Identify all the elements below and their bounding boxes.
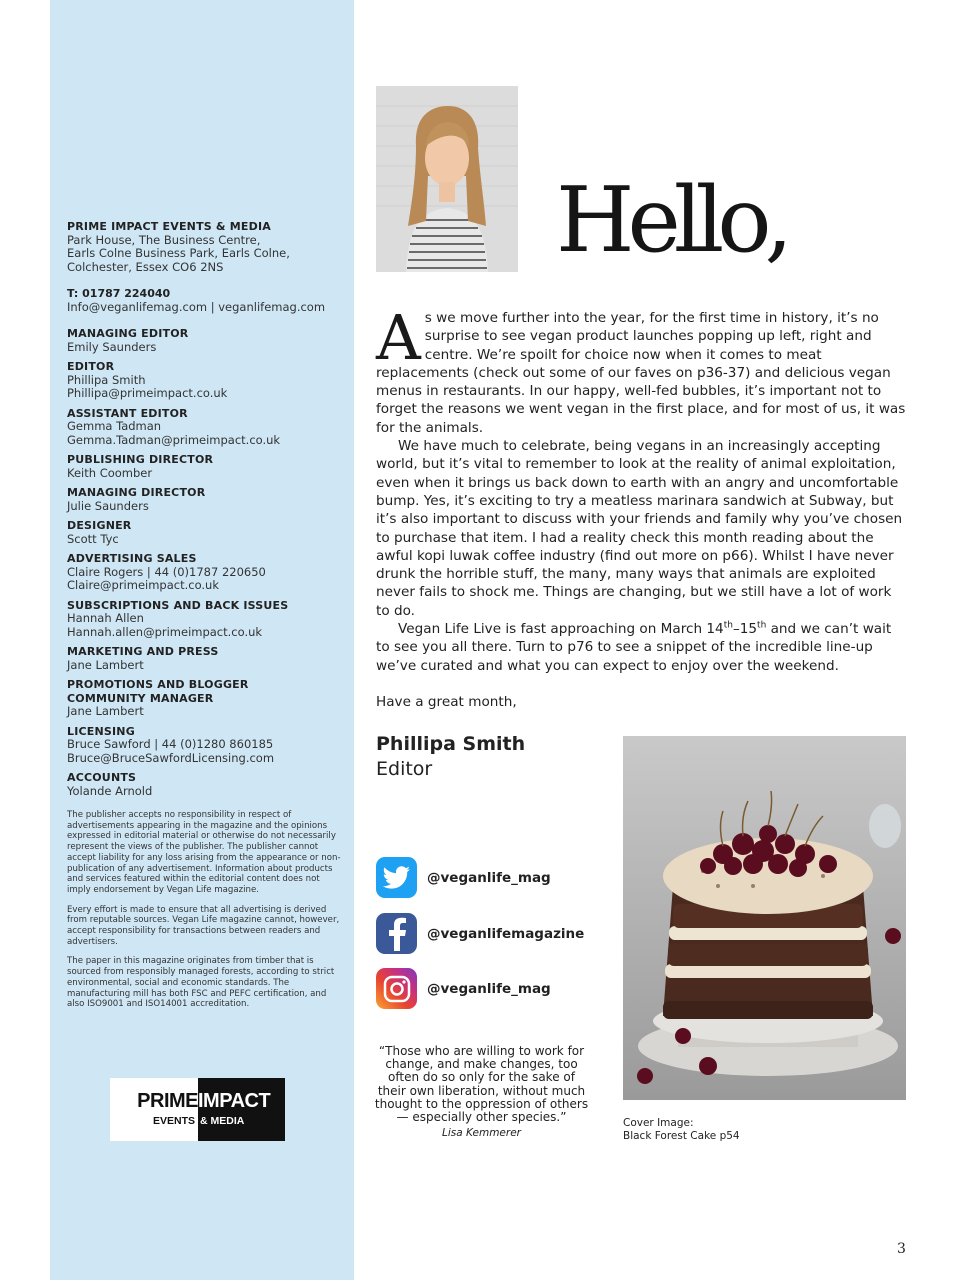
paragraph-text: s we move further into the year, for the first time in history, it’s no surprise to see vegan product launches popping up left, right and centre. We’re spoilt for choice now when it comes to meat replacements (check out some of our faves on p36-37) and delicious vegan menus in restaurants. In our happy, well-fed bubbles, it’s important not to forget the reasons we went vegan in the first place, and for most of us, it was for the animals. [376, 310, 906, 436]
page-number: 3 [897, 1241, 906, 1257]
drop-cap: A [376, 301, 421, 374]
page-heading: Hello, [556, 168, 787, 273]
role-title: DESIGNER [67, 519, 132, 532]
web-contact[interactable]: Info@veganlifemag.com | veganlifemag.com [67, 299, 326, 314]
phone-number: T: 01787 224040 [67, 287, 171, 300]
publisher-name: PRIME IMPACT EVENTS & MEDIA [67, 220, 271, 233]
role-title: PUBLISHING DIRECTOR [67, 453, 214, 466]
role-managing-director [67, 486, 342, 513]
logo-word-prime: PRIME [137, 1090, 198, 1112]
role-title: MARKETING AND PRESS [67, 645, 219, 658]
role-person: Phillipa Smith [67, 372, 146, 387]
address-line: Earls Colne Business Park, Earls Colne, [67, 246, 290, 260]
twitter-icon[interactable] [376, 857, 417, 898]
caption-text: Black Forest Cake p54 [623, 1130, 740, 1142]
article-paragraph: We have much to celebrate, being vegans in an increasingly accepting world, but it’s vital to remember to look at the reality of animal exploitation, even when it brings us back down to earth with an angry and uncomfortable bump. Yes, it’s exciting to try a meatless marinara sandwich at Subway, but it’s also important to discuss with your friends and family why you’ve chosen to purchase that item. I had a reality check this month reading about the awful kopi luwak coffee industry (find out more on p66). Whilst I have never drunk the horrible stuff, the many, many ways that animals are exploited never fails to shock me. Things are changing, but we still have a lot of work to do. [376, 438, 903, 619]
logo-word-media: & MEDIA [200, 1115, 245, 1127]
cover-image-caption [623, 1117, 740, 1143]
editor-name: Phillipa Smith [376, 733, 526, 755]
role-title: ACCOUNTS [67, 771, 137, 784]
role-person: Gemma Tadman [67, 419, 162, 433]
quote-author: Lisa Kemmerer [442, 1127, 521, 1140]
role-person: Julie Saunders [67, 498, 149, 513]
logo-word-events: EVENTS [152, 1115, 195, 1127]
logo-word-impact: IMPACT [198, 1090, 271, 1112]
article-paragraph [376, 301, 906, 437]
role-publishing-director [67, 453, 342, 480]
role-person: Emily Saunders [67, 339, 157, 354]
article-paragraph [376, 620, 906, 675]
role-person: Jane Lambert [67, 704, 144, 718]
role-person: Scott Tyc [67, 531, 119, 546]
role-email[interactable]: Phillipa@primeimpact.co.uk [67, 386, 228, 400]
role-promotions [67, 678, 342, 719]
role-title: ADVERTISING SALES [67, 552, 197, 565]
social-twitter[interactable] [376, 857, 551, 898]
social-facebook[interactable] [376, 913, 584, 954]
role-title-line2: COMMUNITY MANAGER [67, 691, 214, 705]
facebook-icon[interactable] [376, 913, 417, 954]
caption-label: Cover Image: [623, 1117, 694, 1129]
role-person: Bruce Sawford | 44 (0)1280 860185 [67, 737, 274, 751]
role-subscriptions [67, 599, 342, 640]
editor-portrait-photo [376, 86, 518, 272]
role-person: Hannah Allen [67, 611, 144, 625]
role-title: LICENSING [67, 724, 135, 738]
role-title: EDITOR [67, 360, 115, 373]
masthead-content [67, 220, 342, 1019]
ordinal-suffix: th [723, 620, 733, 631]
editor-role: Editor [376, 758, 433, 780]
role-person: Claire Rogers | 44 (0)1787 220650 [67, 564, 266, 579]
role-email[interactable]: Hannah.allen@primeimpact.co.uk [67, 624, 263, 639]
role-editor [67, 360, 342, 401]
prime-impact-logo [110, 1078, 285, 1141]
role-email[interactable]: Bruce@BruceSawfordLicensing.com [67, 750, 275, 765]
paragraph-text: –15 [732, 621, 758, 638]
role-email[interactable]: Claire@primeimpact.co.uk [67, 578, 220, 592]
social-instagram[interactable] [376, 968, 551, 1009]
role-title: ASSISTANT EDITOR [67, 406, 188, 420]
pull-quote [374, 1045, 589, 1140]
address-line: Colchester, Essex CO6 2NS [67, 259, 224, 274]
role-person: Jane Lambert [67, 657, 144, 672]
editors-letter [376, 301, 906, 711]
instagram-handle[interactable]: @veganlife_mag [427, 980, 551, 997]
paragraph-text: and we can’t wait to see you all there. Turn to p76 to see a snippet of the incredible line-up we’ve curated and what you can expect to enjoy over the weekend. [376, 621, 892, 674]
role-assistant-editor [67, 407, 342, 448]
disclaimer-paragraph: The publisher accepts no responsibility in respect of advertisements appearing in the magazine and the opinions expressed in editorial material or otherwise do not necessarily represent the views of the publisher. The publisher cannot accept liability for any loss arising from the appearance or non-publication of any advertisement. Information about products and services featured within the editorial content does not imply endorsement by Vegan Life magazine. [67, 810, 341, 895]
paragraph-text: Vegan Life Live is fast approaching on March 14 [398, 621, 724, 638]
role-title: MANAGING EDITOR [67, 327, 189, 340]
cover-cake-photo [623, 736, 906, 1100]
role-marketing-press [67, 645, 342, 672]
role-person: Keith Coomber [67, 465, 153, 480]
instagram-icon[interactable] [376, 968, 417, 1009]
quote-text: “Those who are willing to work for change, and make changes, too often do so only for the sake of their own liberation, without much thought to the oppression of others — especially other species.” [374, 1044, 589, 1125]
role-managing-editor [67, 327, 342, 354]
publisher-disclaimer [67, 810, 342, 1010]
role-advertising-sales [67, 552, 342, 593]
disclaimer-paragraph: The paper in this magazine originates from timber that is sourced from responsibly managed forests, according to strict environmental, social and economic standards. The manufacturing mill has both FSC and PEFC certification, and also ISO9001 and ISO14001 accreditation. [67, 956, 335, 1010]
role-title: MANAGING DIRECTOR [67, 486, 206, 499]
role-email[interactable]: Gemma.Tadman@primeimpact.co.uk [67, 432, 281, 447]
role-title: PROMOTIONS AND BLOGGER [67, 678, 249, 691]
role-licensing [67, 725, 342, 766]
sign-off: Have a great month, [376, 693, 517, 710]
role-title: SUBSCRIPTIONS AND BACK ISSUES [67, 598, 289, 612]
disclaimer-paragraph: Every effort is made to ensure that all advertising is derived from reputable sources. Vegan Life magazine cannot, however, accept responsibility for transactions between readers and advertisers. [67, 904, 340, 947]
facebook-handle[interactable]: @veganlifemagazine [427, 925, 585, 942]
role-person: Yolande Arnold [67, 783, 153, 798]
address-line: Park House, The Business Centre, [67, 232, 261, 247]
twitter-handle[interactable]: @veganlife_mag [427, 869, 551, 886]
ordinal-suffix: th [757, 620, 767, 631]
role-accounts [67, 771, 342, 798]
role-designer [67, 519, 342, 546]
